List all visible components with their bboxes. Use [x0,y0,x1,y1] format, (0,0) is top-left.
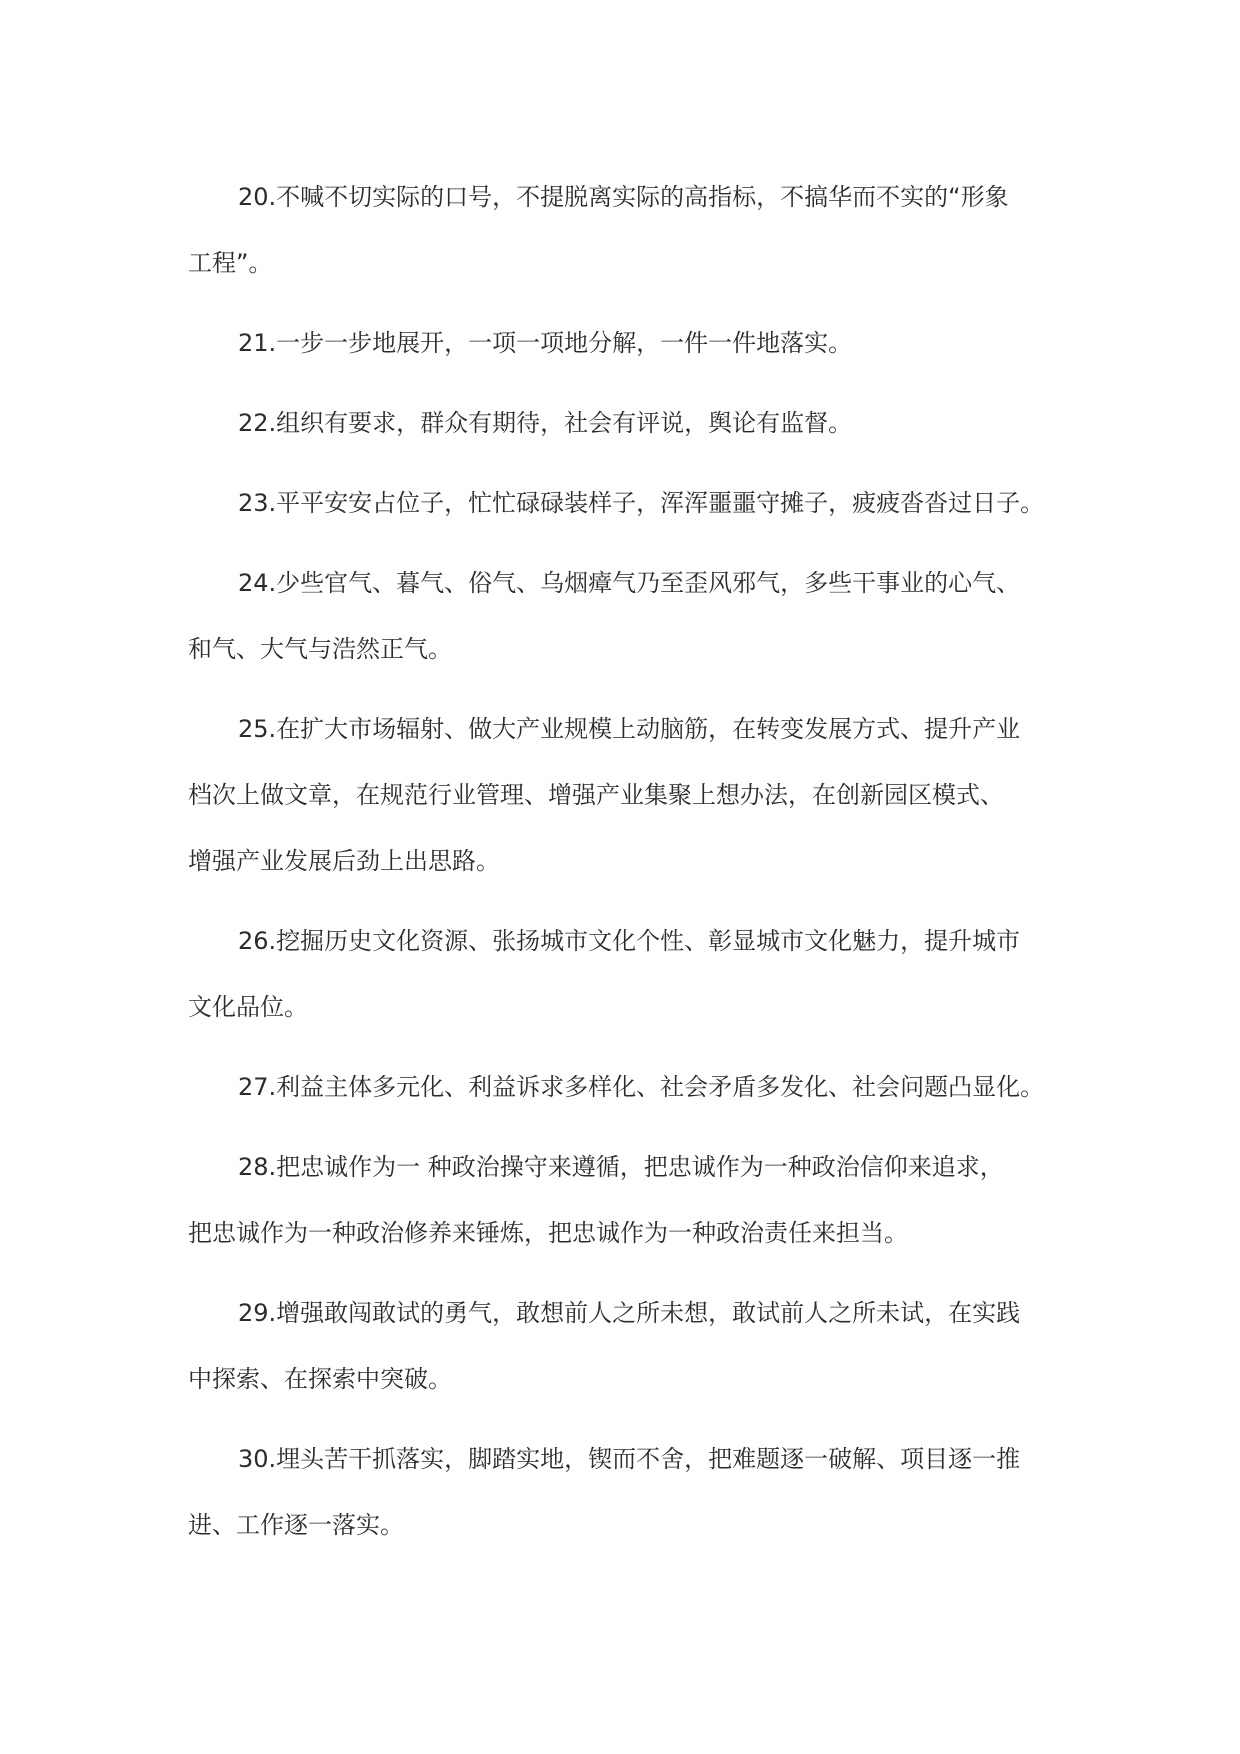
paragraph-line: 27.利益主体多元化、利益诉求多样化、社会矛盾多发化、社会问题凸显化。 [238,1073,1045,1101]
paragraph-line: 进、工作逐一落实。 [188,1511,404,1539]
paragraph-line: 24.少些官气、暮气、俗气、乌烟瘴气乃至歪风邪气，多些干事业的心气、 [238,569,1021,597]
paragraph-line: 23.平平安安占位子，忙忙碌碌装样子，浑浑噩噩守摊子，疲疲沓沓过日子。 [238,489,1045,517]
document-body [188,164,1058,1572]
paragraph-25 [188,696,1058,894]
paragraph-line: 和气、大气与浩然正气。 [188,635,452,663]
paragraph-line: 30.埋头苦干抓落实，脚踏实地，锲而不舍，把难题逐一破解、项目逐一推 [238,1445,1021,1473]
paragraph-20 [188,164,1058,296]
paragraph-30 [188,1426,1058,1558]
paragraph-23 [188,470,1058,536]
paragraph-line: 把忠诚作为一种政治修养来锤炼，把忠诚作为一种政治责任来担当。 [188,1219,908,1247]
paragraph-line: 29.增强敢闯敢试的勇气，敢想前人之所未想，敢试前人之所未试，在实践 [238,1299,1021,1327]
paragraph-line: 档次上做文章，在规范行业管理、增强产业集聚上想办法，在创新园区模式、 [188,781,1004,809]
paragraph-26 [188,908,1058,1040]
paragraph-24 [188,550,1058,682]
paragraph-line: 28.把忠诚作为一 种政治操守来遵循，把忠诚作为一种政治信仰来追求， [238,1153,1004,1181]
paragraph-22 [188,390,1058,456]
paragraph-29 [188,1280,1058,1412]
paragraph-line: 22.组织有要求，群众有期待，社会有评说，舆论有监督。 [238,409,853,437]
paragraph-line: 25.在扩大市场辐射、做大产业规模上动脑筋，在转变发展方式、提升产业 [238,715,1021,743]
paragraph-line: 工程”。 [188,249,273,277]
paragraph-27 [188,1054,1058,1120]
paragraph-line: 中探索、在探索中突破。 [188,1365,452,1393]
paragraph-28 [188,1134,1058,1266]
paragraph-line: 20.不喊不切实际的口号，不提脱离实际的高指标，不搞华而不实的“形象 [238,183,1009,211]
paragraph-21 [188,310,1058,376]
paragraph-line: 增强产业发展后劲上出思路。 [188,847,500,875]
paragraph-line: 21.一步一步地展开，一项一项地分解，一件一件地落实。 [238,329,853,357]
paragraph-line: 26.挖掘历史文化资源、张扬城市文化个性、彰显城市文化魅力，提升城市 [238,927,1021,955]
paragraph-line: 文化品位。 [188,993,308,1021]
